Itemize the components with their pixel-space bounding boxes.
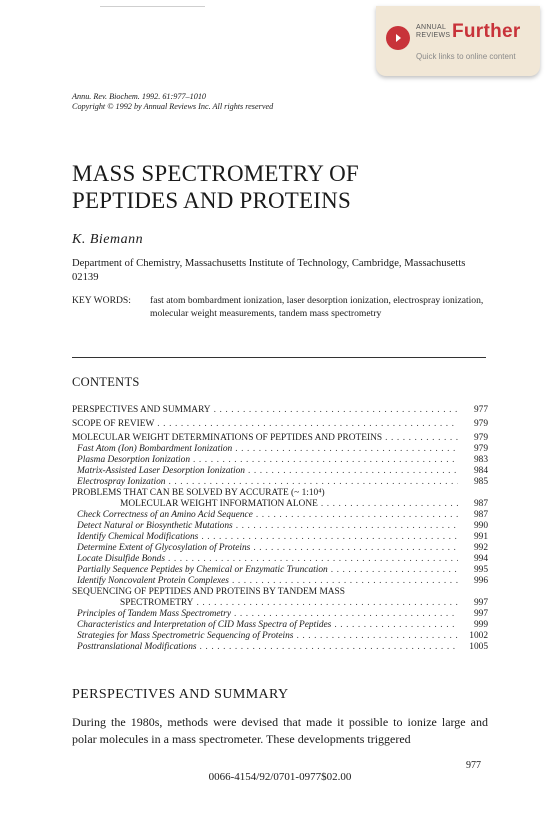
toc-subitem[interactable]: Identify Chemical Modifications . . . 991 (72, 532, 488, 543)
toc-subitem[interactable]: Identify Noncovalent Protein Complexes . . . 996 (72, 576, 488, 587)
toc-subitem[interactable]: Electrospray Ionization . . . 985 (72, 477, 488, 488)
top-divider (100, 6, 205, 7)
toc-item-continued[interactable]: SPECTROMETRY . . . 997 (72, 598, 488, 609)
section-heading: PERSPECTIVES AND SUMMARY (72, 687, 289, 702)
toc-item[interactable]: MOLECULAR WEIGHT DETERMINATIONS OF PEPTIDES AND PROTEINS . . . 979 (72, 433, 488, 444)
toc-item-continued[interactable]: MOLECULAR WEIGHT INFORMATION ALONE . . . 987 (72, 499, 488, 510)
body-paragraph: During the 1980s, methods were devised that made it possible to ionize large and polar molecules in a mass spectrometer. These developments triggered (72, 715, 488, 746)
toc-subitem[interactable]: Strategies for Mass Spectrometric Sequencing of Proteins . . . 1002 (72, 631, 488, 642)
toc-item[interactable]: SCOPE OF REVIEW . . . 979 (72, 419, 488, 430)
toc-item[interactable]: PROBLEMS THAT CAN BE SOLVED BY ACCURATE (~ 1:10⁴) (72, 488, 325, 498)
keywords-label: KEY WORDS: (72, 295, 131, 306)
author-affiliation: Department of Chemistry, Massachusetts Institute of Technology, Cambridge, Massachusetts 02139 (72, 258, 466, 283)
article-title: MASS SPECTROMETRY OF PEPTIDES AND PROTEINS (72, 161, 359, 213)
toc-subitem[interactable]: Fast Atom (Ion) Bombardment Ionization . . . 979 (72, 444, 488, 455)
page-number: 977 (466, 760, 481, 771)
journal-citation: Annu. Rev. Biochem. 1992. 61:977–1010 Copyright © 1992 by Annual Reviews Inc. All rights reserved (72, 92, 274, 111)
toc-subitem[interactable]: Matrix-Assisted Laser Desorption Ionization . . . 984 (72, 466, 488, 477)
keywords-text: fast atom bombardment ionization, laser desorption ionization, electrospray ionization, molecular weight measurements, tandem mass spectrometry (150, 295, 484, 319)
toc-subitem[interactable]: Principles of Tandem Mass Spectrometry . . . 997 (72, 609, 488, 620)
arrow-right-icon (392, 32, 404, 44)
further-banner[interactable] (376, 6, 540, 76)
toc-subitem[interactable]: Locate Disulfide Bonds . . . 994 (72, 554, 488, 565)
toc-subitem[interactable]: Check Correctness of an Amino Acid Sequence . . . 987 (72, 510, 488, 521)
toc-item[interactable]: PERSPECTIVES AND SUMMARY . . . 977 (72, 405, 488, 416)
author-name: K. Biemann (72, 232, 144, 247)
toc-subitem[interactable]: Partially Sequence Peptides by Chemical or Enzymatic Truncation . . . 995 (72, 565, 488, 576)
annual-reviews-logo: ANNUAL REVIEWS (416, 24, 451, 39)
toc-subitem[interactable]: Posttranslational Modifications . . . 1005 (72, 642, 488, 653)
further-subtitle: Quick links to online content (416, 52, 516, 61)
section-divider (72, 357, 486, 358)
contents-heading: CONTENTS (72, 375, 140, 389)
further-button[interactable] (386, 26, 410, 50)
toc-subitem[interactable]: Detect Natural or Biosynthetic Mutations . . . 990 (72, 521, 488, 532)
toc-subitem[interactable]: Determine Extent of Glycosylation of Proteins . . . 992 (72, 543, 488, 554)
footer-code: 0066-4154/92/0701-0977$02.00 (208, 771, 352, 783)
toc-subitem[interactable]: Plasma Desorption Ionization . . . 983 (72, 455, 488, 466)
further-label: Further (452, 21, 521, 42)
table-of-contents (72, 405, 488, 653)
toc-item[interactable]: SEQUENCING OF PEPTIDES AND PROTEINS BY TANDEM MASS (72, 587, 345, 597)
toc-subitem[interactable]: Characteristics and Interpretation of CID Mass Spectra of Peptides . . . 999 (72, 620, 488, 631)
